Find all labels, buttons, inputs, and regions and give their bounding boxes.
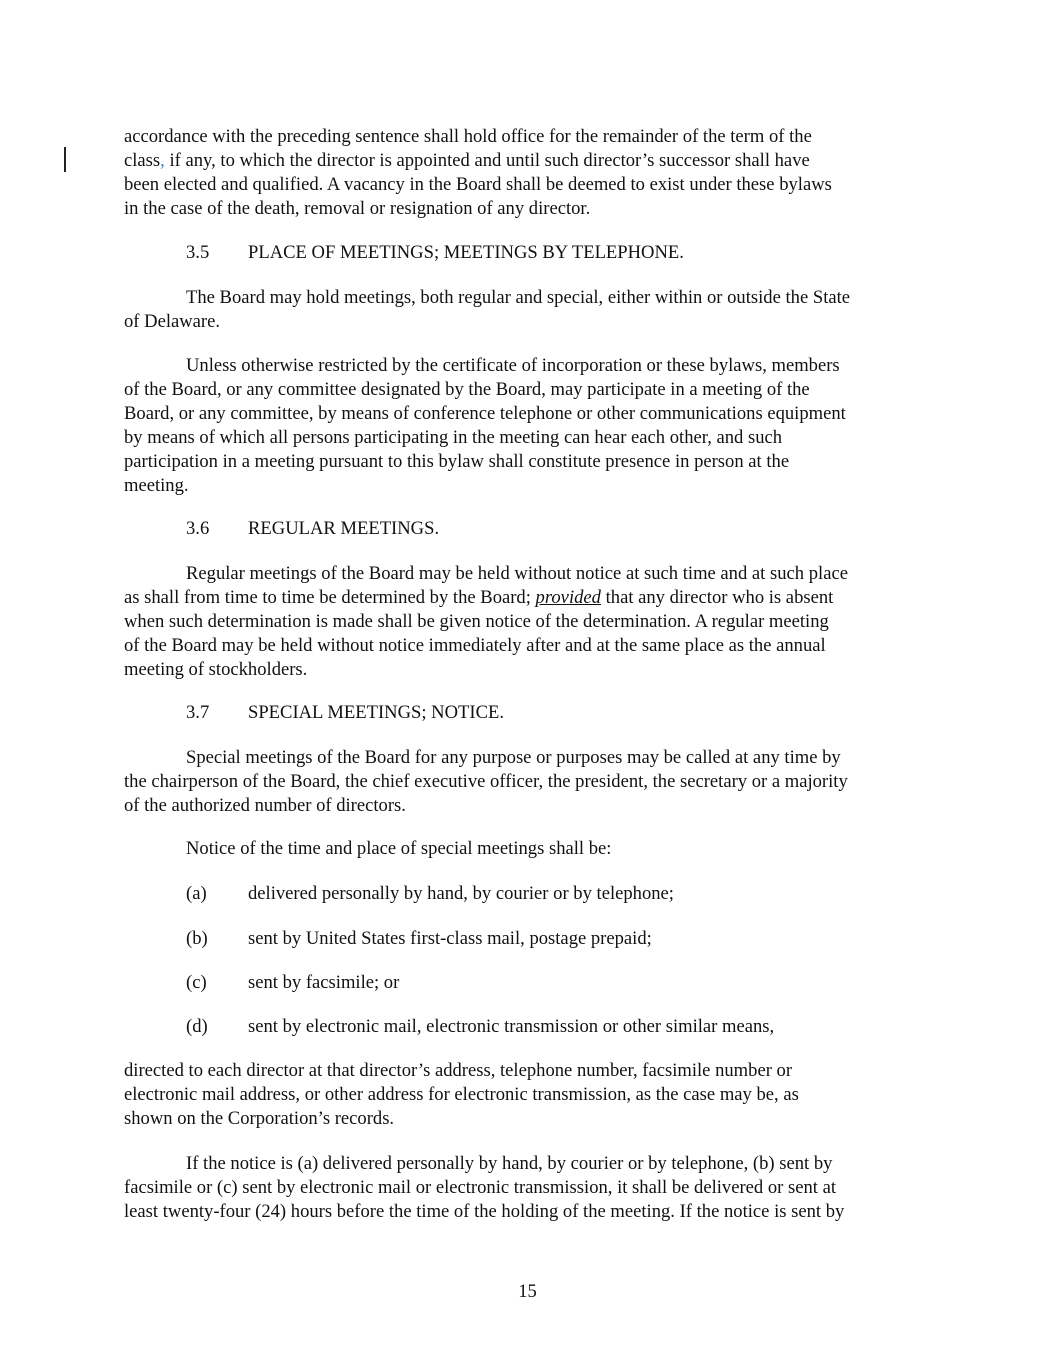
- paragraph-line: Special meetings of the Board for any purpose or purposes may be called at any time by: [186, 747, 841, 768]
- paragraph-line: of the Board may be held without notice immediately after and at the same place as the annual: [124, 635, 826, 656]
- paragraph-line: the chairperson of the Board, the chief executive officer, the president, the secretary or a majority: [124, 771, 848, 792]
- section-title: REGULAR MEETINGS.: [248, 518, 440, 539]
- section-3-7-paragraph-4: [124, 1152, 936, 1224]
- paragraph-line: meeting of stockholders.: [124, 659, 308, 680]
- paragraph-line: been elected and qualified. A vacancy in the Board shall be deemed to exist under these bylaws: [124, 174, 832, 195]
- list-item-text: sent by electronic mail, electronic transmission or other similar means,: [248, 1016, 775, 1037]
- section-number: 3.6: [186, 518, 210, 539]
- paragraph-line: when such determination is made shall be given notice of the determination. A regular meeting: [124, 611, 829, 632]
- list-item: [186, 971, 399, 995]
- section-title: SPECIAL MEETINGS; NOTICE.: [248, 702, 504, 723]
- list-item: [186, 927, 652, 951]
- section-3-7-paragraph-2: [124, 837, 936, 861]
- list-item: [186, 1015, 774, 1039]
- list-item-label: (b): [186, 928, 208, 949]
- section-3-5-paragraph-2: [124, 354, 936, 498]
- text-run: class: [124, 150, 161, 171]
- emphasized-term: provided: [535, 587, 601, 608]
- paragraph-line: [124, 149, 936, 173]
- paragraph-line: [124, 586, 936, 610]
- tracked-insertion: ,: [160, 150, 165, 171]
- section-number: 3.5: [186, 242, 210, 263]
- paragraph-line: least twenty-four (24) hours before the time of the holding of the meeting. If the notice is sent by: [124, 1201, 845, 1222]
- opening-paragraph: [124, 125, 936, 221]
- paragraph-line: of Delaware.: [124, 311, 221, 332]
- list-item: [186, 882, 674, 906]
- list-item-label: (d): [186, 1016, 208, 1037]
- text-run: that any director who is absent: [600, 587, 834, 608]
- list-item-text: sent by United States first-class mail, postage prepaid;: [248, 928, 652, 949]
- section-title: PLACE OF MEETINGS; MEETINGS BY TELEPHONE.: [248, 242, 684, 263]
- paragraph-line: Unless otherwise restricted by the certificate of incorporation or these bylaws, members: [186, 355, 840, 376]
- section-heading-3-5: [186, 241, 684, 265]
- revision-change-bar: [64, 147, 66, 172]
- paragraph-line: participation in a meeting pursuant to this bylaw shall constitute presence in person at the: [124, 451, 790, 472]
- paragraph-line: shown on the Corporation’s records.: [124, 1108, 395, 1129]
- paragraph-line: Regular meetings of the Board may be held without notice at such time and at such place: [186, 563, 848, 584]
- section-heading-3-7: [186, 701, 504, 725]
- paragraph-line: electronic mail address, or other address for electronic transmission, as the case may be, as: [124, 1084, 799, 1105]
- paragraph-line: Board, or any committee, by means of conference telephone or other communications equipment: [124, 403, 846, 424]
- paragraph-line: in the case of the death, removal or resignation of any director.: [124, 198, 591, 219]
- paragraph-line: of the authorized number of directors.: [124, 795, 406, 816]
- paragraph-line: Notice of the time and place of special meetings shall be:: [186, 838, 612, 859]
- paragraph-line: accordance with the preceding sentence shall hold office for the remainder of the term of the: [124, 126, 812, 147]
- section-3-7-paragraph-1: [124, 746, 936, 818]
- paragraph-line: directed to each director at that director’s address, telephone number, facsimile number or: [124, 1060, 793, 1081]
- section-number: 3.7: [186, 702, 210, 723]
- page-number: 15: [518, 1281, 537, 1302]
- section-3-7-paragraph-3: [124, 1059, 936, 1131]
- list-item-label: (a): [186, 883, 207, 904]
- list-item-text: sent by facsimile; or: [248, 972, 400, 993]
- paragraph-line: If the notice is (a) delivered personally by hand, by courier or by telephone, (b) sent by: [186, 1153, 833, 1174]
- paragraph-line: meeting.: [124, 475, 189, 496]
- paragraph-line: The Board may hold meetings, both regular and special, either within or outside the State: [186, 287, 851, 308]
- text-run: if any, to which the director is appointed and until such director’s successor shall have: [164, 150, 810, 171]
- paragraph-line: of the Board, or any committee designated by the Board, may participate in a meeting of the: [124, 379, 810, 400]
- section-3-5-paragraph-1: [124, 286, 936, 334]
- paragraph-line: facsimile or (c) sent by electronic mail or electronic transmission, it shall be delivered or sent at: [124, 1177, 837, 1198]
- section-heading-3-6: [186, 517, 439, 541]
- paragraph-line: by means of which all persons participating in the meeting can hear each other, and such: [124, 427, 783, 448]
- section-3-6-paragraph-1: [124, 562, 936, 682]
- text-run: as shall from time to time be determined by the Board;: [124, 587, 536, 608]
- list-item-text: delivered personally by hand, by courier or by telephone;: [248, 883, 674, 904]
- list-item-label: (c): [186, 972, 207, 993]
